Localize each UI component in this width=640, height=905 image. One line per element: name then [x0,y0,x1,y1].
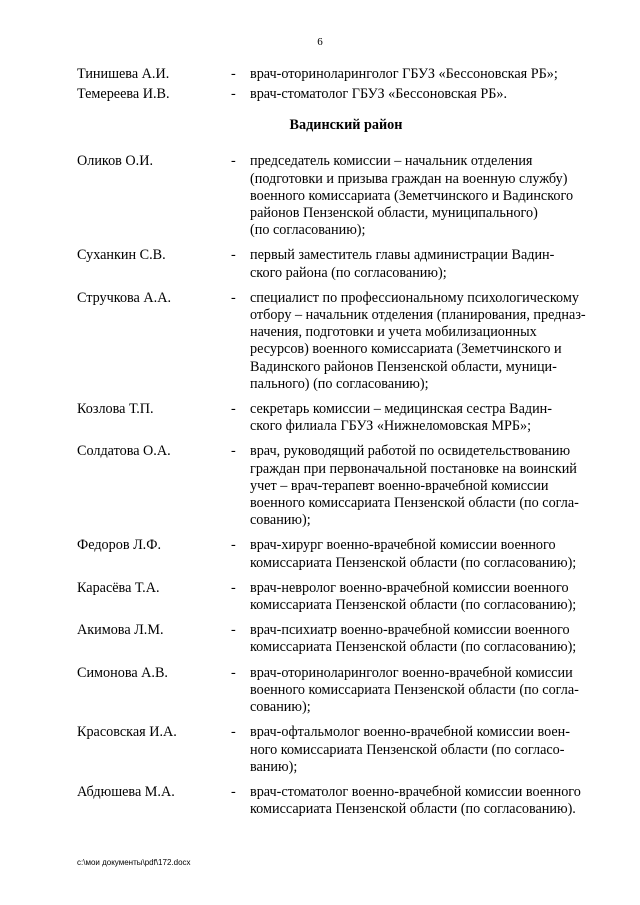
list-item [77,86,597,103]
list-item [77,401,597,435]
dash: - [231,724,236,741]
list-item [77,784,597,818]
list-item [77,443,597,529]
person-role: первый заместитель главы администрации Вадин- ского района (по согласованию); [250,247,555,281]
person-name: Красовская И.А. [77,724,177,741]
commission-list [77,153,597,818]
person-name: Федоров Л.Ф. [77,537,161,554]
list-item [77,290,597,393]
person-role: врач-невролог военно-врачебной комиссии военного комиссариата Пензенской области (по согласованию); [250,579,577,614]
person-name: Темереева И.В. [77,86,170,103]
dash: - [231,664,236,681]
person-name: Суханкин С.В. [77,247,166,264]
dash: - [231,153,236,170]
section-title: Вадинский район [289,117,403,134]
list-item [77,724,597,776]
dash: - [231,783,236,800]
person-name: Оликов О.И. [77,153,154,170]
person-role: врач-стоматолог военно-врачебной комиссии военного комиссариата Пензенской области (по согласованию). [250,783,581,818]
document-body [77,66,597,818]
person-role: специалист по профессиональному психологическому отбору – начальник отделения (планирования, предназ- начения, подготовки и учета мобилизационных ресурсов) военного комиссариата (Земетчинского и Вадинского районов Пензенской области, муници- пального) (по согласованию); [250,289,586,392]
list-item [77,622,597,656]
dash: - [231,289,236,306]
dash: - [231,537,236,554]
dash: - [231,622,236,639]
dash: - [231,401,236,418]
person-role: врач-оториноларинголог ГБУЗ «Бессоновская РБ»; [250,66,558,82]
file-path-footer: с:\мои документы\pdf\172.docx [77,858,191,867]
list-item [77,153,597,239]
person-role: председатель комиссии – начальник отделения (подготовки и призыва граждан на военную службу) военного комиссариата (Земетчинского и Вадинского районов Пензенской области, муниципального) (по согласованию); [250,153,574,239]
person-name: Стручкова А.А. [77,289,171,306]
person-name: Солдатова О.А. [77,443,171,460]
dash: - [231,579,236,596]
list-item [77,580,597,614]
person-role: секретарь комиссии – медицинская сестра Вадин- ского филиала ГБУЗ «Нижнеломовская МРБ»; [250,401,553,435]
dash: - [231,66,236,82]
person-name: Козлова Т.П. [77,401,154,418]
dash: - [231,247,236,264]
person-role: врач, руководящий работой по освидетельствованию граждан при первоначальной постановке на воинский учет – врач-терапевт военно-врачебной комиссии военного комиссариата Пензенской области (по согла- сованию); [250,443,579,529]
person-role: врач-офтальмолог военно-врачебной комиссии воен- ного комиссариата Пензенской области (по согласо- ванию); [250,724,570,775]
person-name: Абдюшева М.А. [77,783,175,800]
person-name: Акимова Л.М. [77,622,164,639]
person-role: врач-психиатр военно-врачебной комиссии военного комиссариата Пензенской области (по согласованию); [250,622,577,656]
list-item [77,665,597,717]
person-role: врач-стоматолог ГБУЗ «Бессоновская РБ». [250,86,508,103]
person-role: врач-оториноларинголог военно-врачебной комиссии военного комиссариата Пензенской области (по согла- сованию); [250,664,579,716]
list-item [77,66,597,83]
person-name: Карасёва Т.А. [77,579,160,596]
person-name: Тинишева А.И. [77,66,170,82]
dash: - [231,443,236,460]
person-role: врач-хирург военно-врачебной комиссии военного комиссариата Пензенской области (по согласованию); [250,537,577,571]
top-entries [77,66,597,103]
page-number: 6 [317,36,323,48]
list-item [77,247,597,281]
dash: - [231,86,236,103]
person-name: Симонова А.В. [77,664,168,681]
list-item [77,537,597,571]
